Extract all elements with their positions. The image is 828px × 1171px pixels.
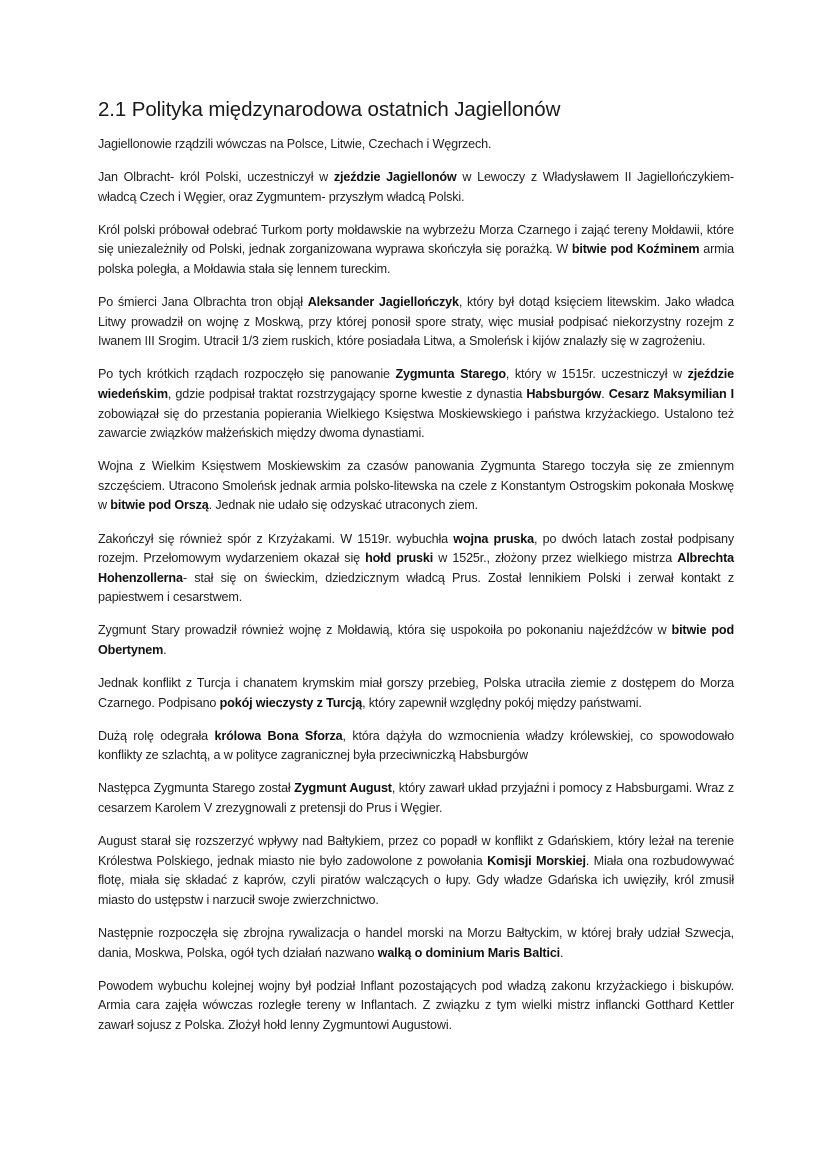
text-run: . (601, 386, 609, 401)
paragraph (98, 924, 734, 963)
paragraph (98, 135, 734, 155)
paragraph (98, 168, 734, 207)
bold-term: Komisji Morskiej (487, 853, 586, 868)
paragraph (98, 530, 734, 608)
paragraph (98, 674, 734, 713)
paragraph (98, 779, 734, 818)
text-run: Następnie rozpoczęła się zbrojna rywalizacja o handel morski na Morzu Bałtyckim, w której brały udział Szwecja, dania, Moskwa, Polska, ogół tych działań nazwano (98, 926, 734, 960)
text-run: Król polski próbował odebrać Turkom porty mołdawskie na wybrzeżu Morza Czarnego i zająć tereny Mołdawii, które się uniezależniły od Polski, jednak zorganizowana wyprawa skończyła się porażką. W (98, 222, 734, 257)
text-run: Po śmierci Jana Olbrachta tron objął (98, 295, 308, 310)
bold-term: zjeździe Jagiellonów (333, 170, 457, 185)
text-run: . (163, 642, 167, 657)
section-heading: 2.1 Polityka międzynarodowa ostatnich Jagiellonów (98, 98, 561, 121)
bold-term: Aleksander Jagiellończyk (307, 295, 459, 310)
bold-term: hołd pruski (365, 551, 434, 566)
bold-term: Zygmunt August (294, 781, 392, 796)
bold-term: bitwie pod Orszą (110, 498, 209, 513)
text-run: Dużą rolę odegrała (98, 728, 215, 743)
paragraph (98, 727, 734, 766)
text-run: August starał się rozszerzyć wpływy nad Bałtykiem, przez co popadł w konflikt z Gdańskiem, który leżał na terenie Królestwa Polskiego, jednak miasto nie było zadowolone z powołania (98, 834, 734, 868)
text-run: , który w 1515r. uczestniczył w (505, 367, 688, 382)
text-run: zobowiązał się do przestania popierania Wielkiego Księstwa Moskiewskiego i państwa krzyżackiego. Ustalono też zawarcie związków małżeńskich między dwoma dynastiami. (98, 406, 734, 441)
bold-term: bitwie pod Koźminem (571, 242, 700, 257)
text-run: - stał się on świeckim, dziedzicznym władcą Prus. Został lennikiem Polski i zerwał kontakt z papiestwem i cesarstwem. (98, 570, 734, 605)
bold-term: bitwie pod Obertynem (98, 623, 734, 657)
text-run: , gdzie podpisał traktat rozstrzygający sporne kwestie z dynastia (167, 386, 527, 401)
bold-term: zjeździe wiedeńskim (98, 367, 734, 401)
paragraph (98, 457, 734, 516)
paragraph (98, 221, 734, 280)
paragraph (98, 365, 734, 443)
text-run: Zakończył się również spór z Krzyżakami. W 1519r. wybuchła (98, 531, 454, 546)
text-run: Powodem wybuchu kolejnej wojny był podział Inflant pozostających pod władzą zakonu krzyżackiego i biskupów. Armia cara zajęła wówczas rozległe tereny w Inflantach. Z związku z tym wielki mistrz inflancki Gotthard Kettler zawarł sojusz z Polska. Złożył hołd lenny Zygmuntowi Augustowi. (98, 978, 734, 1032)
text-run: Wojna z Wielkim Księstwem Moskiewskim za czasów panowania Zygmunta Starego toczyła się ze zmiennym szczęściem. Utracono Smoleńsk jednak armia polsko-litewska na czele z Konstantym Ostrogskim pokonała Moskwę w (98, 459, 734, 513)
text-run: , który zapewnił względny pokój między państwami. (362, 695, 642, 710)
text-run: w 1525r., złożony przez wielkiego mistrza (433, 551, 678, 566)
bold-term: Albrechta Hohenzollerna (98, 551, 734, 585)
paragraph (98, 977, 734, 1036)
text-run: armia polska poległa, a Mołdawia stała się lennem tureckim. (98, 242, 735, 276)
text-run: Zygmunt Stary prowadził również wojnę z Mołdawią, która się uspokoiła po pokonaniu najeźdźców w (98, 623, 672, 638)
paragraph (98, 621, 734, 660)
text-run: Jagiellonowie rządzili wówczas na Polsce, Litwie, Czechach i Węgrzech. (98, 137, 492, 151)
bold-term: królowa Bona Sforza (214, 728, 343, 743)
paragraph (98, 832, 734, 910)
text-run: , który zawarł układ przyjaźni i pomocy z Habsburgami. Wraz z cesarzem Karolem V zrezygnowali z pretensji do Prus i Węgier. (98, 781, 734, 816)
bold-term: pokój wieczysty z Turcją (219, 695, 363, 710)
text-run: . Miała ona rozbudowywać flotę, miała się składać z kaprów, czyli piratów walczących o łupy. Gdy władze Gdańska ich uwięziły, król zmusił miasto do ustępstw i narzucił swoje zwierzchnictwo. (98, 853, 734, 907)
text-run: Następca Zygmunta Starego został (98, 781, 295, 796)
text-run: . (560, 945, 564, 960)
text-run: w Lewoczy z Władysławem II Jagiellończykiem- władcą Czech i Węgier, oraz Zygmuntem- przyszłym władcą Polski. (98, 170, 734, 204)
paragraph (98, 293, 734, 352)
bold-term: walką o dominium Maris Baltici (377, 945, 561, 960)
text-run: Po tych krótkich rządach rozpoczęło się panowanie (98, 367, 396, 382)
document-page (98, 96, 734, 1049)
text-run: Jan Olbracht- król Polski, uczestniczył w (98, 170, 334, 185)
text-run: , która dążyła do wzmocnienia władzy królewskiej, co spowodowało konflikty ze szlachtą, a w polityce zagranicznej była przeciwniczką Habsburgów (98, 728, 734, 763)
text-run: , po dwóch latach został podpisany rozejm. Przełomowym wydarzeniem okazał się (98, 531, 735, 566)
bold-term: Cesarz Maksymilian I (608, 386, 734, 401)
bold-term: wojna pruska (453, 531, 534, 546)
document-body (98, 135, 734, 1035)
text-run: . Jednak nie udało się odzyskać utraconych ziem. (208, 498, 478, 513)
text-run: Jednak konflikt z Turcja i chanatem krymskim miał gorszy przebieg, Polska utraciła ziemie z dostępem do Morza Czarnego. Podpisano (98, 676, 734, 710)
text-run: , który był dotąd księciem litewskim. Jako władca Litwy prowadził on wojnę z Moskwą, przy której ponosił spore straty, więc musiał podpisać niekorzystny rozejm z Iwanem III Srogim. Utracił 1/3 ziem ruskich, które posiadała Litwa, a Smoleńsk i kijów znalazły się w zagrożeniu. (98, 295, 734, 349)
bold-term: Zygmunta Starego (395, 367, 506, 382)
bold-term: Habsburgów (526, 386, 602, 401)
